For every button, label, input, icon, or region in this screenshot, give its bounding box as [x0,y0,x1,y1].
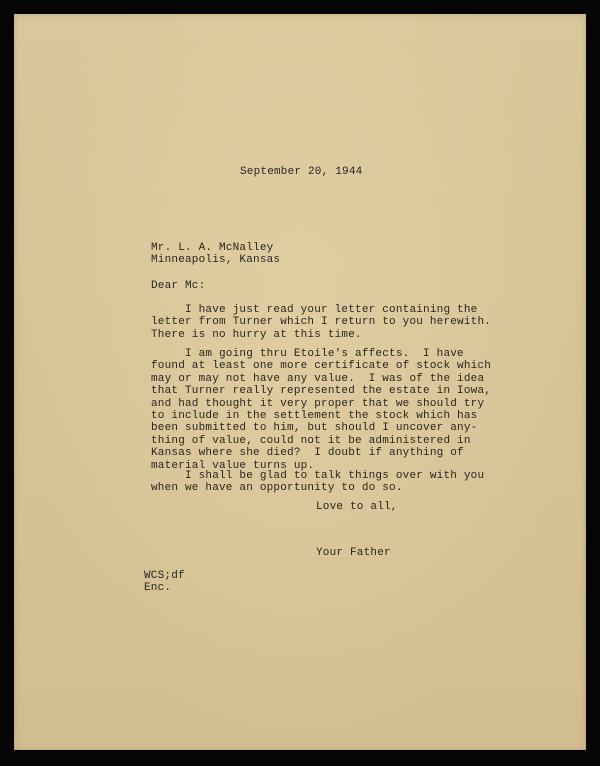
enclosure-note: Enc. [144,582,172,595]
recipient-block [151,242,280,267]
closing-line: Love to all, [316,501,398,513]
reference-block [144,570,185,595]
letter-date: September 20, 1944 [240,166,363,178]
paragraph-3: I shall be glad to talk things over with you when we have an opportunity to do so. [151,470,485,495]
paragraph-1: I have just read your letter containing the letter from Turner which I return to you herewith. There is no hurry at this time. [151,304,492,341]
signoff-line: Your Father [316,547,391,559]
recipient-name: Mr. L. A. McNalley [151,242,274,254]
typist-initials: WCS;df [144,570,185,582]
letter-page [14,14,586,750]
salutation: Dear Mc: [151,280,206,292]
recipient-address: Minneapolis, Kansas [151,254,281,267]
paragraph-2: I am going thru Etoile's affects. I have found at least one more certificate of stock which may or may not have any value. I was of the idea that Turner really represented the estate in Iowa, and had thought it very proper that we should try to include in the settlement the stock which has been submitted to him, but should I uncover any- thing of value, could not it be administered in Kansas where she died? I doubt if anything of material value turns up. [151,348,492,472]
